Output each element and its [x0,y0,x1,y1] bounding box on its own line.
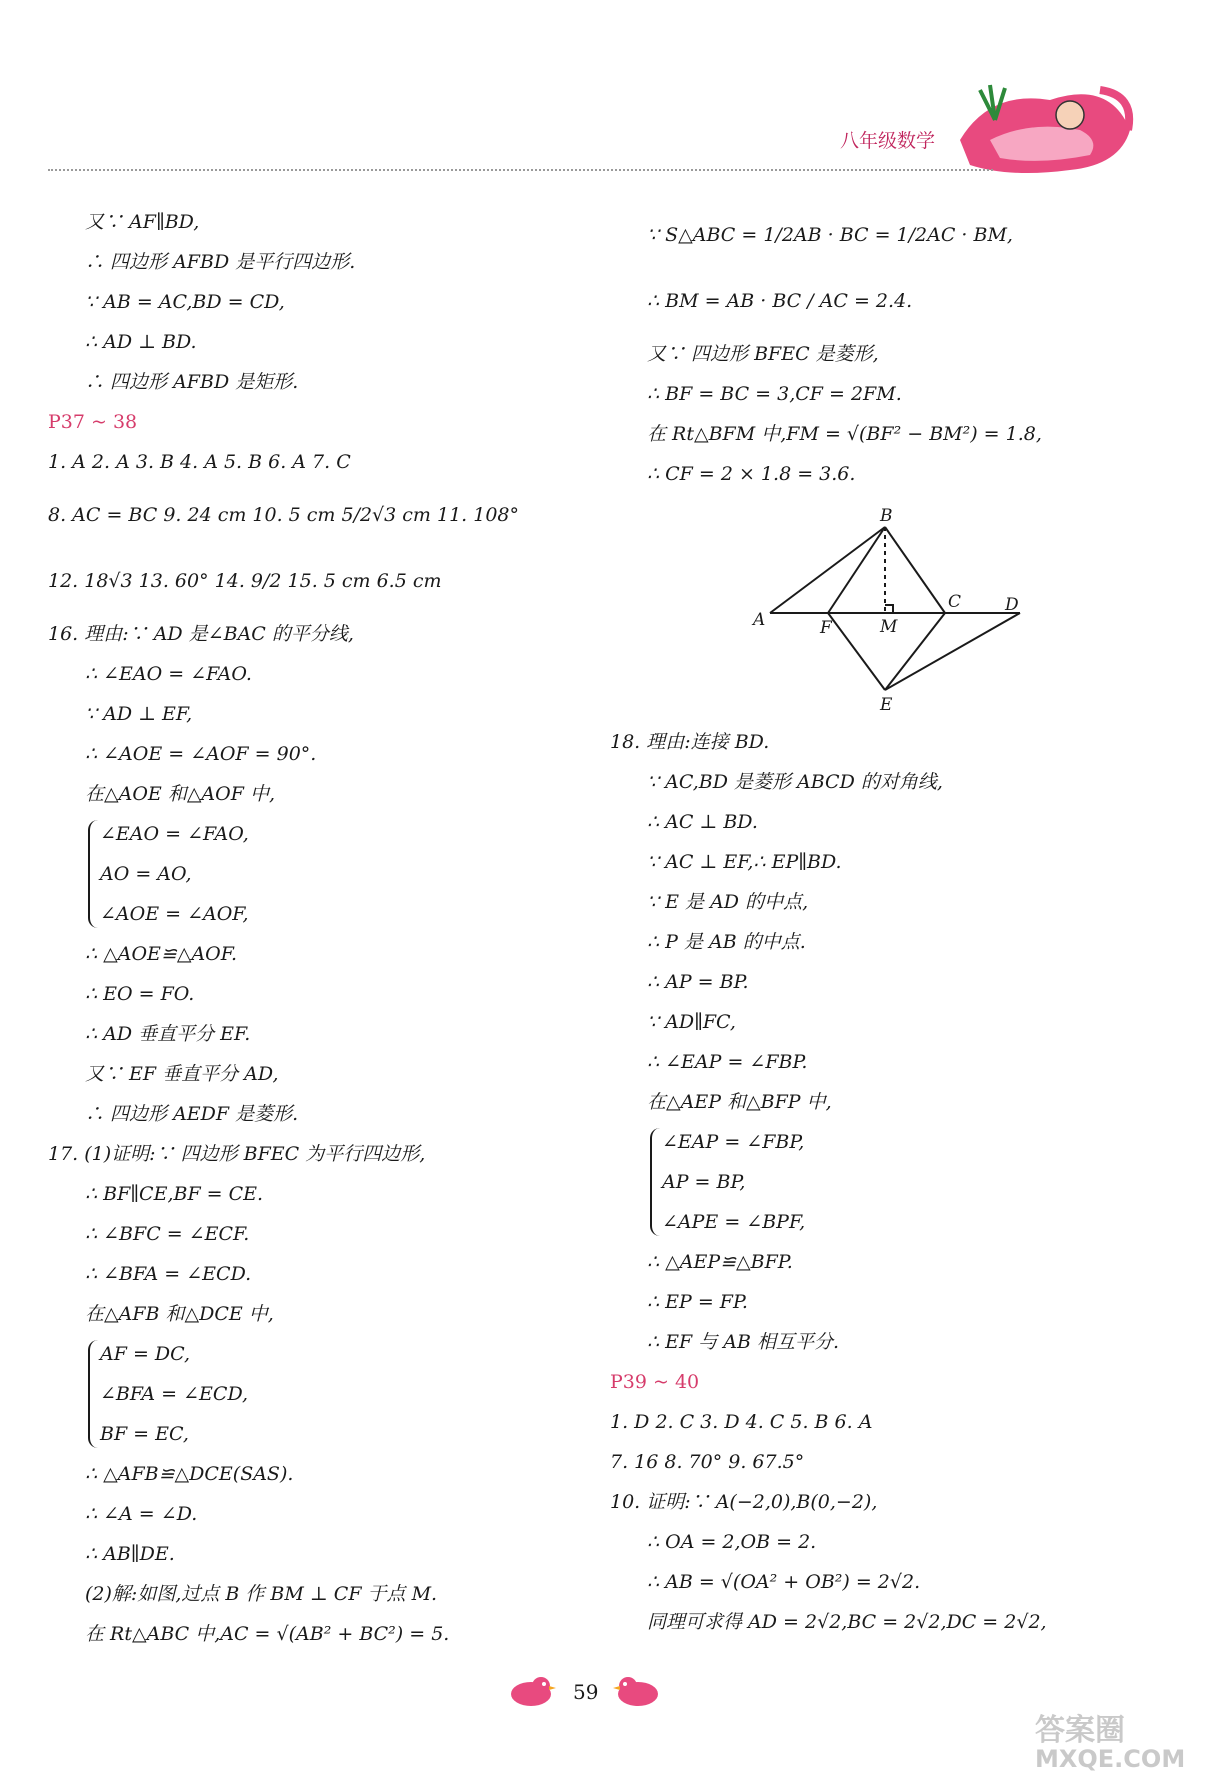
answer-line: 1. D 2. C 3. D 4. C 5. B 6. A [610,1411,873,1433]
answer-line: 18. 理由:连接 BD. [610,731,770,753]
label-D: D [1005,595,1019,615]
answer-line: 又∵ EF 垂直平分 AD, [85,1063,279,1085]
answer-line: 17. (1)证明:∵ 四边形 BFEC 为平行四边形, [48,1143,426,1165]
label-E: E [880,695,893,715]
answer-line: ∴ AB∥DE. [85,1543,175,1565]
answer-line: 同理可求得 AD = 2√2,BC = 2√2,DC = 2√2, [647,1611,1047,1633]
brace-mark [88,820,100,928]
answer-line: ∵ AC,BD 是菱形 ABCD 的对角线, [647,771,943,793]
label-M: M [880,617,898,637]
segment-AB [770,527,885,613]
answer-line: ∴ 四边形 AEDF 是菱形. [85,1103,299,1125]
rhombus-figure [750,505,1030,715]
answer-line: ∴ △AFB≌△DCE(SAS). [85,1463,294,1485]
answer-line: ∴ ∠EAO = ∠FAO. [85,663,252,685]
page-number: 59 [573,1680,599,1704]
section-heading: P39 ~ 40 [610,1371,700,1393]
answer-line: ∴ 四边形 AFBD 是平行四边形. [85,251,356,273]
answer-line: 在 Rt△ABC 中,AC = √(AB² + BC²) = 5. [85,1623,450,1645]
watermark [1035,1705,1185,1773]
answer-line: ∴ ∠EAP = ∠FBP. [647,1051,808,1073]
section-heading: P37 ~ 38 [48,411,138,433]
answer-line: 在△AFB 和△DCE 中, [85,1303,274,1325]
answer-line: ∠EAP = ∠FBP, [662,1131,805,1153]
answer-line: ∴ △AEP≌△BFP. [647,1251,793,1273]
answer-line: 8. AC = BC 9. 24 cm 10. 5 cm 5/2√3 cm 11. 108° [48,504,520,526]
answer-line: ∠AOE = ∠AOF, [100,903,249,925]
answer-line: ∴ OA = 2,OB = 2. [647,1531,817,1553]
answer-line: ∴ △AOE≌△AOF. [85,943,237,965]
answer-line: ∴ ∠BFC = ∠ECF. [85,1223,250,1245]
answer-line: ∴ P 是 AB 的中点. [647,931,806,953]
brace-mark [88,1340,100,1448]
answer-line: 在△AOE 和△AOF 中, [85,783,275,805]
answer-line: ∴ ∠AOE = ∠AOF = 90°. [85,743,317,765]
answer-line: 10. 证明:∵ A(−2,0),B(0,−2), [610,1491,878,1513]
answer-line: ∴ 四边形 AFBD 是矩形. [85,371,299,393]
right-column [610,202,1170,1642]
answer-line: AP = BP, [662,1171,746,1193]
segment-BF [828,527,885,613]
answer-line: ∴ EO = FO. [85,983,195,1005]
label-C: C [948,592,962,612]
answer-line: ∠EAO = ∠FAO, [100,823,249,845]
answer-line: ∴ BF∥CE,BF = CE. [85,1183,264,1205]
answer-line: ∴ EF 与 AB 相互平分. [647,1331,840,1353]
answer-line: 在△AEP 和△BFP 中, [647,1091,832,1113]
answer-line: AO = AO, [100,863,192,885]
answer-line: ∠BFA = ∠ECD, [100,1383,249,1405]
answer-line: 在 Rt△BFM 中,FM = √(BF² − BM²) = 1.8, [647,423,1042,445]
answer-line: 又∵ AF∥BD, [85,211,200,233]
answer-line: ∴ ∠BFA = ∠ECD. [85,1263,252,1285]
label-B: B [880,506,893,526]
answer-line: ∴ AC ⊥ BD. [647,811,758,833]
answer-line: AF = DC, [100,1343,191,1365]
answer-line: 7. 16 8. 70° 9. 67.5° [610,1451,805,1473]
answer-line: ∵ AB = AC,BD = CD, [85,291,285,313]
label-A: A [753,610,766,630]
segment-ED [885,613,1020,690]
answer-line: ∴ CF = 2 × 1.8 = 3.6. [647,463,856,485]
left-column [48,202,608,1654]
brace-mark [650,1128,662,1236]
answer-line: ∵ AD∥FC, [647,1011,736,1033]
answer-line: ∠APE = ∠BPF, [662,1211,806,1233]
answer-line: ∴ AD 垂直平分 EF. [85,1023,251,1045]
header-divider [48,169,993,171]
answer-line: 又∵ 四边形 BFEC 是菱形, [647,343,879,365]
answer-line: ∵ E 是 AD 的中点, [647,891,809,913]
answer-line: ∴ ∠A = ∠D. [85,1503,198,1525]
answer-line: ∴ BF = BC = 3,CF = 2FM. [647,383,902,405]
answer-line: ∴ BM = AB · BC / AC = 2.4. [647,290,913,312]
bird-left-icon [505,1672,557,1708]
answer-line: 12. 18√3 13. 60° 14. 9/2 15. 5 cm 6.5 cm [48,570,442,592]
right-angle-mark [885,605,893,613]
answer-line: ∵ S△ABC = 1/2AB · BC = 1/2AC · BM, [647,224,1013,246]
answer-line: 16. 理由:∵ AD 是∠BAC 的平分线, [48,623,354,645]
answer-line: (2)解:如图,过点 B 作 BM ⊥ CF 于点 M. [85,1583,438,1605]
watermark-text: 答案圈 [1035,1713,1125,1748]
answer-line: ∵ AD ⊥ EF, [85,703,193,725]
label-F: F [820,618,832,638]
wave-mascot-logo [950,70,1140,180]
answer-line: ∴ AB = √(OA² + OB²) = 2√2. [647,1571,921,1593]
watermark-url: MXQE.COM [1035,1745,1186,1773]
answer-line: ∵ AC ⊥ EF,∴ EP∥BD. [647,851,842,873]
answer-line: ∴ AD ⊥ BD. [85,331,197,353]
answer-line: 1. A 2. A 3. B 4. A 5. B 6. A 7. C [48,451,351,473]
bird-right-icon [612,1672,664,1708]
answer-line: BF = EC, [100,1423,189,1445]
answer-line: ∴ AP = BP. [647,971,749,993]
segment-BC [885,527,945,613]
segment-FE [828,613,885,690]
subject-label: 八年级数学 [840,130,936,152]
answer-line: ∴ EP = FP. [647,1291,748,1313]
